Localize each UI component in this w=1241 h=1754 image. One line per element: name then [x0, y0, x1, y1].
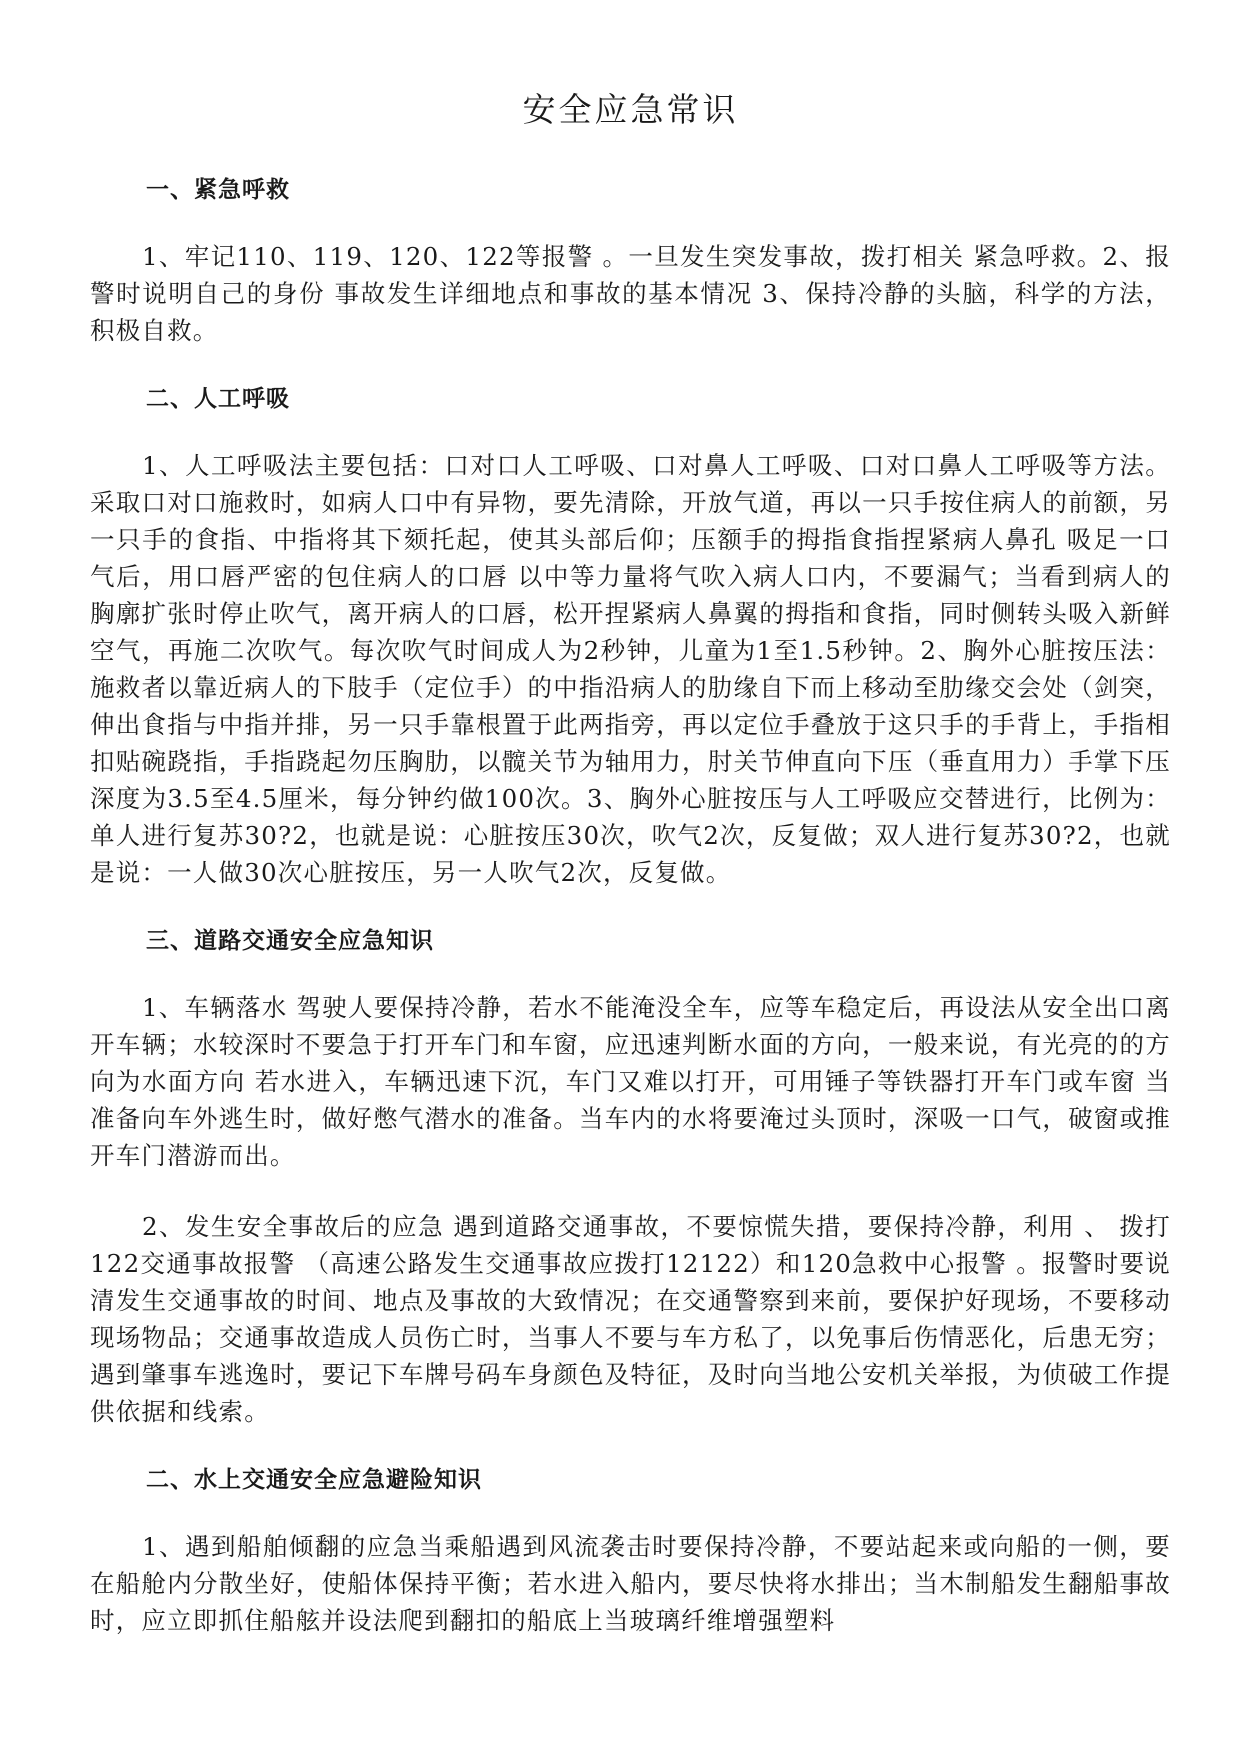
paragraph: 2、发生安全事故后的应急 遇到道路交通事故，不要惊慌失措，要保持冷静，利用 、 拨打122交通事故报警 （高速公路发生交通事故应拨打12122）和120急救中心报警 。报警时要说清发生交通事故的时间、地点及事故的大致情况；在交通警察到来前，要保护好现场，不要移动现场物品；交通事故造成人员伤亡时，当事人不要与车方私了，以免事后伤情恶化，后患无穷；遇到肇事车逃逸时，要记下车牌号码车身颜色及特征，及时向当地公安机关举报，为侦破工作提供依据和线索。 [90, 1212, 1171, 1426]
section-heading: 三、道路交通安全应急知识 [146, 928, 434, 954]
paragraph: 1、车辆落水 驾驶人要保持冷静，若水不能淹没全车，应等车稳定后，再设法从安全出口离开车辆；水较深时不要急于打开车门和车窗，应迅速判断水面的方向，一般来说，有光亮的的方向为水面方向 若水进入，车辆迅速下沉，车门又难以打开，可用锤子等铁器打开车门或车窗 当准备向车外逃生时，做好憋气潜水的准备。当车内的水将要淹过头顶时，深吸一口气，破窗或推开车门潜游而出。 [90, 993, 1171, 1170]
section-artificial-respiration [90, 383, 1171, 891]
document-title: 安全应急常识 [522, 90, 739, 129]
section-emergency-call [90, 174, 1171, 349]
paragraph: 1、牢记110、119、120、122等报警 。一旦发生突发事故，拨打相关 紧急呼救。2、报警时说明自己的身份 事故发生详细地点和事故的基本情况 3、保持冷静的头脑，科学的方法，积极自救。 [90, 242, 1171, 345]
section-heading: 一、紧急呼救 [146, 177, 290, 203]
section-road-traffic-safety [90, 925, 1171, 1430]
paragraph: 1、遇到船舶倾翻的应急当乘船遇到风流袭击时要保持冷静，不要站起来或向船的一侧，要在船舱内分散坐好，使船体保持平衡；若水进入船内，要尽快将水排出；当木制船发生翻船事故时，应立即抓住船舷并设法爬到翻扣的船底上当玻璃纤维增强塑料 [90, 1532, 1171, 1635]
paragraph: 1、人工呼吸法主要包括：口对口人工呼吸、口对鼻人工呼吸、口对口鼻人工呼吸等方法。采取口对口施救时，如病人口中有异物，要先清除，开放气道，再以一只手按住病人的前额，另一只手的食指、中指将其下颏托起，使其头部后仰；压额手的拇指食指捏紧病人鼻孔 吸足一口气后，用口唇严密的包住病人的口唇 以中等力量将气吹入病人口内，不要漏气；当看到病人的胸廓扩张时停止吹气，离开病人的口唇，松开捏紧病人鼻翼的拇指和食指，同时侧转头吸入新鲜空气，再施二次吹气。每次吹气时间成人为2秒钟，儿童为1至1.5秒钟。2、胸外心脏按压法：施救者以靠近病人的下肢手（定位手）的中指沿病人的肋缘自下而上移动至肋缘交会处（剑突，伸出食指与中指并排，另一只手靠根置于此两指旁，再以定位手叠放于这只手的手背上，手指相扣贴碗跷指，手指跷起勿压胸肋，以髋关节为轴用力，肘关节伸直向下压（垂直用力）手掌下压深度为3.5至4.5厘米，每分钟约做100次。3、胸外心脏按压与人工呼吸应交替进行，比例为：单人进行复苏30?2，也就是说：心脏按压30次，吹气2次，反复做；双人进行复苏30?2，也就是说：一人做30次心脏按压，另一人吹气2次，反复做。 [90, 451, 1171, 887]
section-heading: 二、人工呼吸 [146, 386, 290, 412]
section-heading: 二、水上交通安全应急避险知识 [146, 1467, 482, 1493]
section-water-traffic-safety [90, 1464, 1171, 1639]
